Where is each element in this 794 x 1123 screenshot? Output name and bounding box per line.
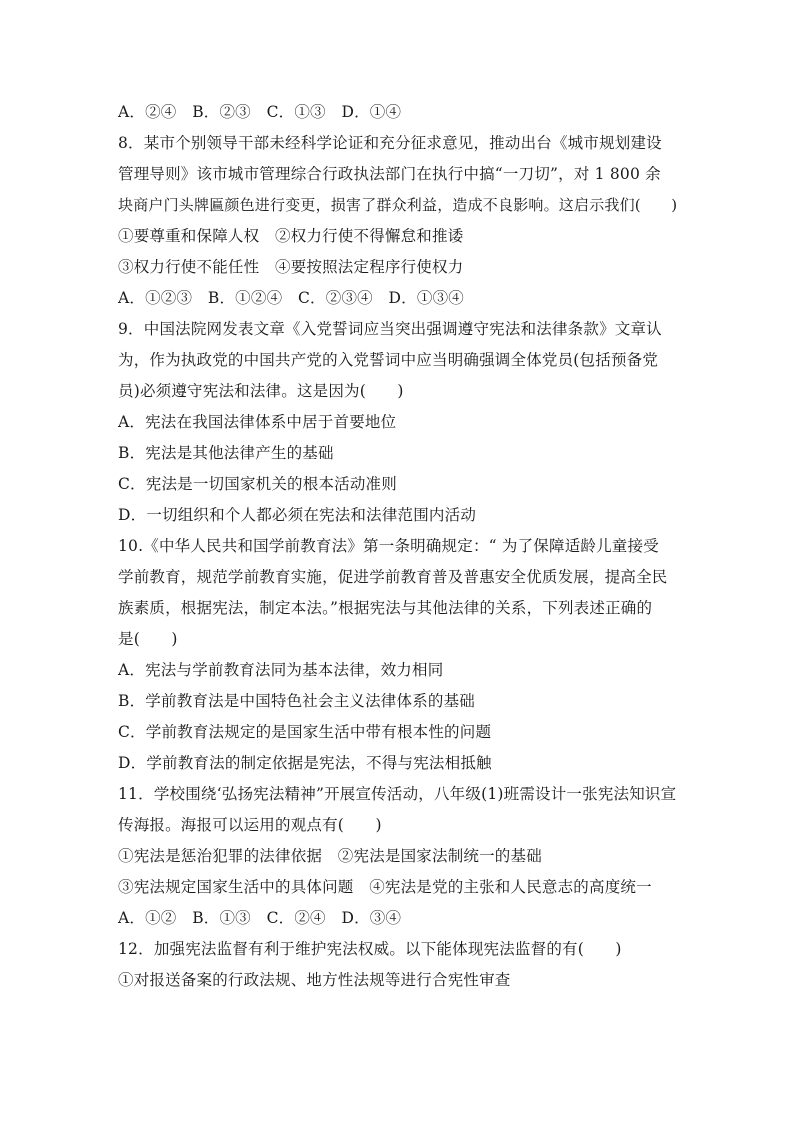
q10-stem-line-4: 是( ) [118,630,178,648]
q11-stem-line-1: 11．学校围绕‘弘扬宪法精神”开展宣传活动，八年级(1)班需设计一张宪法知识宣 [118,785,677,803]
q11-statements-2: ③宪法规定国家生活中的具体问题 ④宪法是党的主张和人民意志的高度统一 [118,878,652,896]
q10-stem-line-3: 族素质，根据宪法，制定本法。”根据宪法与其他法律的关系，下列表述正确的 [118,599,653,617]
q10-stem-line-1: 10.《中华人民共和国学前教育法》第一条明确规定：“ 为了保障适龄儿童接受 [118,537,659,555]
q10-option-b: B．学前教育法是中国特色社会主义法律体系的基础 [118,692,475,710]
q9-option-a: A．宪法在我国法律体系中居于首要地位 [118,413,397,431]
q8-statements-1: ①要尊重和保障人权 ②权力行使不得懈怠和推诿 [118,227,464,245]
q8-stem-line-1: 8．某市个别领导干部未经科学论证和充分征求意见，推动出台《城市规划建设 [118,134,662,152]
q12-stem: 12．加强宪法监督有利于维护宪法权威。以下能体现宪法监督的有( ) [118,940,622,958]
q10-option-a: A．宪法与学前教育法同为基本法律，效力相同 [118,661,444,679]
q10-stem-line-2: 学前教育，规范学前教育实施，促进学前教育普及普惠安全优质发展，提高全民 [118,568,668,586]
q10-option-c: C．学前教育法规定的是国家生活中带有根本性的问题 [118,723,492,741]
q11-options: A．①② B．①③ C．②④ D．③④ [118,909,402,927]
q8-options: A．①②③ B．①②④ C．②③④ D．①③④ [118,289,464,307]
q9-option-d: D．一切组织和个人都必须在宪法和法律范围内活动 [118,506,477,524]
q11-stem-line-2: 传海报。海报可以运用的观点有( ) [118,816,382,834]
q12-statement-1: ①对报送备案的行政法规、地方性法规等进行合宪性审查 [118,971,511,989]
q10-option-d: D．学前教育法的制定依据是宪法，不得与宪法相抵触 [118,754,492,772]
q9-stem-line-2: 为，作为执政党的中国共产党的入党誓词中应当明确强调全体党员(包括预备党 [118,351,659,369]
q7-options: A．②④ B．②③ C．①③ D．①④ [118,103,402,121]
q9-stem-line-1: 9．中国法院网发表文章《入党誓词应当突出强调遵守宪法和法律条款》文章认 [118,320,662,338]
q8-stem-line-3: 块商户门头牌匾颜色进行变更，损害了群众利益，造成不良影响。这启示我们( ) [118,196,678,214]
q8-statements-2: ③权力行使不能任性 ④要按照法定程序行使权力 [118,258,464,276]
q11-statements-1: ①宪法是惩治犯罪的法律依据 ②宪法是国家法制统一的基础 [118,847,542,865]
q9-option-b: B．宪法是其他法律产生的基础 [118,444,334,462]
q9-option-c: C．宪法是一切国家机关的根本活动准则 [118,475,397,493]
q8-stem-line-2: 管理导则》该市城市管理综合行政执法部门在执行中搞“一刀切”，对 1 800 余 [118,165,661,183]
q9-stem-line-3: 员)必须遵守宪法和法律。这是因为( ) [118,382,404,400]
